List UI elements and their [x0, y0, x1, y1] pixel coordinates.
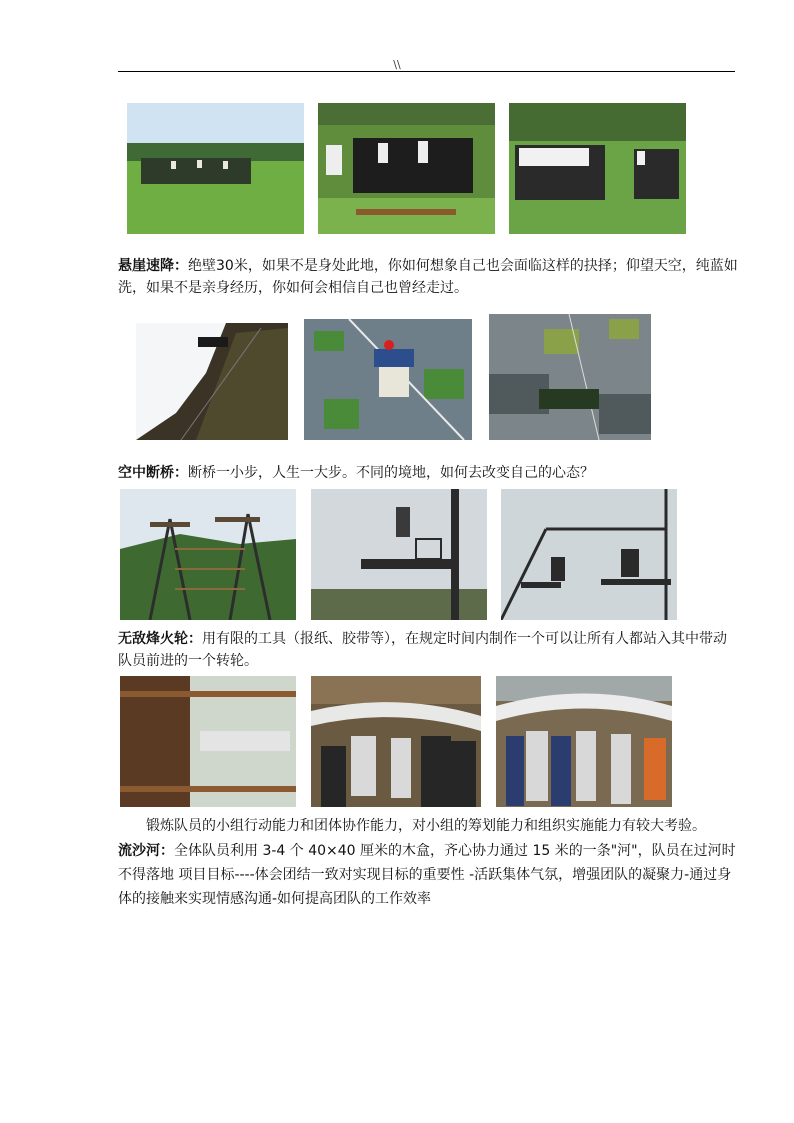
section-wheel-note: 锻炼队员的小组行动能力和团体协作能力，对小组的筹划能力和组织实施能力有较大考验。 — [146, 818, 706, 834]
photo-line-team — [509, 103, 686, 234]
section-bridge-text — [118, 462, 738, 484]
photo-cliff-rappel-2 — [304, 319, 472, 440]
photo-fire-wheel-2 — [311, 676, 481, 807]
photo-fire-wheel-1 — [120, 676, 296, 807]
section-cliff-title: 悬崖速降： — [118, 258, 188, 274]
section-cliff-text — [118, 255, 738, 299]
header-mark: \\ — [393, 58, 401, 71]
photo-high-bridge-3 — [501, 489, 677, 620]
photo-high-bridge-2 — [311, 489, 487, 620]
photo-board-walk — [318, 103, 495, 234]
section-bridge-title: 空中断桥： — [118, 465, 188, 481]
section-river-text — [118, 839, 738, 911]
section-wheel-body: 用有限的工具（报纸、胶带等），在规定时间内制作一个可以让所有人都站入其中带动队员前进的一个转轮。 — [118, 631, 727, 669]
photo-cliff-rappel-3 — [489, 314, 651, 440]
photo-cliff-rappel-1 — [136, 323, 288, 440]
section-wheel-text — [118, 628, 738, 672]
section-cliff-body: 绝壁30米，如果不是身处此地，你如何想象自己也会面临这样的抉择；仰望天空，纯蓝如洗，如果不是亲身经历，你如何会相信自己也曾经走过。 — [118, 258, 738, 296]
photo-high-bridge-1 — [120, 489, 296, 620]
section-bridge-body: 断桥一小步，人生一大步。不同的境地，如何去改变自己的心态？ — [188, 465, 594, 481]
section-river-title: 流沙河： — [118, 843, 174, 859]
photo-grass-group — [127, 103, 304, 234]
section-wheel-title: 无敌烽火轮： — [118, 631, 202, 647]
section-river-body: 全体队员利用 3-4 个 40×40 厘米的木盒，齐心协力通过 15 米的一条"河"，队员在过河时不得落地 项目目标----体会团结一致对实现目标的重要性 -活跃集体气氛，增强团队的凝聚力-通过身体的接触来实现情感沟通-如何提高团队的工作效率 — [118, 843, 736, 907]
photo-fire-wheel-3 — [496, 676, 672, 807]
header-rule — [118, 71, 735, 72]
